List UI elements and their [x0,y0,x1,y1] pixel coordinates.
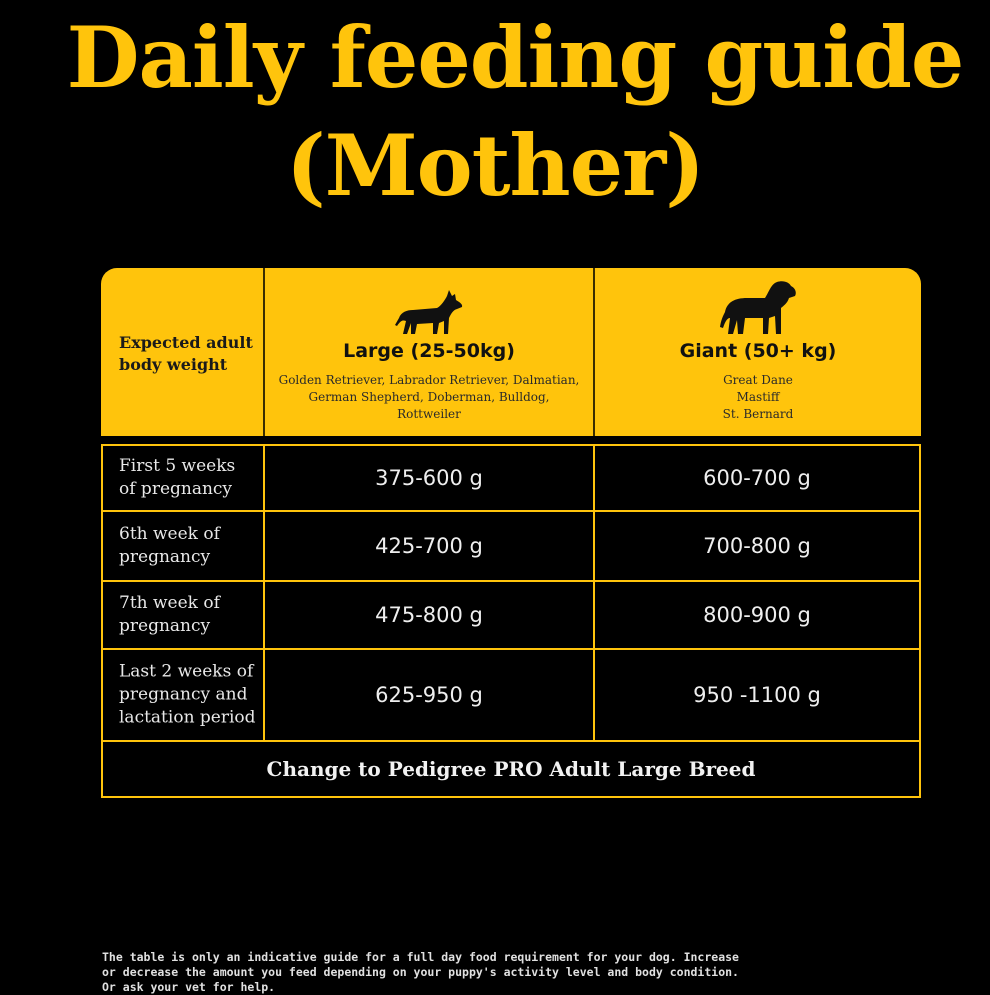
header-large-size: Large (25-50kg) [343,340,515,362]
large-value: 425-700 g [375,534,483,558]
large-value: 625-950 g [375,683,483,707]
header-large-breeds: Golden Retriever, Labrador Retriever, Dalmatian, German Shepherd, Doberman, Bulldog, Rottweiler [278,373,580,421]
page-title: Daily feeding guide [66,8,964,107]
page-subtitle: (Mother) [285,116,705,215]
giant-breed-2: Mastiff [736,390,780,404]
row-label: Last 2 weeks of pregnancy and lactation period [119,661,256,728]
header-large-cell [265,268,595,436]
giant-value: 700-800 g [703,534,811,558]
table-row [101,582,921,650]
large-dog-icon [395,288,465,336]
table-row [101,512,921,582]
header-giant-breeds [605,372,911,423]
row-label: 7th week of pregnancy [119,593,220,636]
giant-breed-3: St. Bernard [722,407,794,421]
row-label: First 5 weeks of pregnancy [119,456,236,499]
table-footer: Change to Pedigree PRO Adult Large Breed [101,742,921,798]
large-value: 475-800 g [375,603,483,627]
table-header [101,268,921,436]
table-row [101,444,921,512]
header-label: Expected adult body weight [119,333,253,374]
header-giant-size: Giant (50+ kg) [679,340,837,362]
giant-value: 800-900 g [703,603,811,627]
giant-value: 950 -1100 g [693,683,821,707]
header-giant-cell [595,268,921,436]
header-label-cell [101,268,265,436]
large-value: 375-600 g [375,466,483,490]
giant-breed-1: Great Dane [723,373,793,387]
giant-dog-icon [719,278,799,336]
table-body [101,444,921,798]
table-row [101,650,921,742]
disclaimer-text: The table is only an indicative guide for a full day food requirement for your dog. Increase or decrease the amount you feed depending on your puppy's activity level and body condition. Or ask your vet for help. [102,950,739,994]
feeding-table [101,268,921,798]
giant-value: 600-700 g [703,466,811,490]
row-label: 6th week of pregnancy [119,524,220,567]
